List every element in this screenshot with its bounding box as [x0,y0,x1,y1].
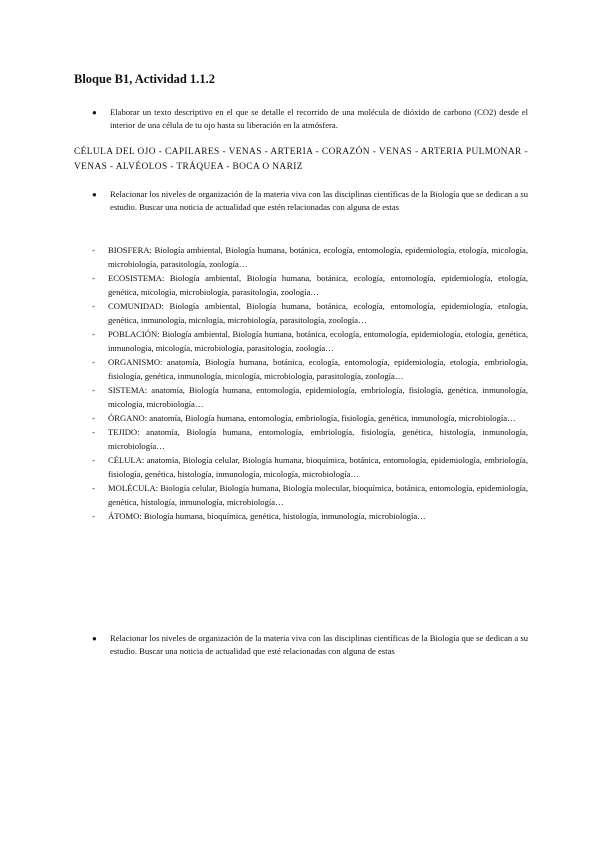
dash-icon: - [92,427,95,437]
dash-icon: - [92,301,95,311]
bullet-text: Relacionar los niveles de organización de la materia viva con las disciplinas científicas de la Biología que se dedican a su estudio. Buscar una noticia de actualidad que esté relacionadas con alguna de estas [110,633,528,656]
bullet-icon: ● [92,190,97,199]
dash-icon: - [92,245,95,255]
dash-icon: - [92,273,95,283]
dash-icon: - [92,357,95,367]
list-item-text: COMUNIDAD: Biología ambiental, Biología humana, botánica, ecología, entomología, epidemiología, etología, genética, inmunología, micología, microbiología, parasitología, zoología… [108,301,528,325]
bullet-text: Relacionar los niveles de organización de la materia viva con las disciplinas científicas de la Biología que se dedican a su estudio. Buscar una noticia de actualidad que estén relacionadas con alguna de estas [110,189,528,212]
list-item-text: TEJIDO: anatomía, Biología humana, entomología, embriología, fisiología, genética, histología, inmunología, microbiología… [108,427,528,451]
list-item-comunidad [92,299,528,327]
list-item-celula [92,453,528,481]
dash-icon: - [92,385,95,395]
list-item-sistema [92,383,528,411]
list-item-biosfera [92,243,528,271]
bullet-item-co2-task [92,106,528,132]
list-item-text: POBLACIÓN: Biología ambiental, Biología humana, botánica, ecología, entomología, epidemiología, etología, genética, inmunología, micología, microbiología, parasitología, zoología… [108,329,528,353]
list-item-poblacion [92,327,528,355]
dash-icon: - [92,329,95,339]
co2-path-text: CÉLULA DEL OJO - CAPILARES - VENAS - ARTERIA - CORAZÓN - VENAS - ARTERIA PULMONAR - VENAS - ALVÉOLOS - TRÁQUEA - BOCA O NARIZ [74,147,528,172]
list-item-atomo [92,509,528,523]
list-item-tejido [92,425,528,453]
list-item-molecula [92,481,528,509]
list-item-text: MOLÉCULA: Biología celular, Biología humana, Biología molecular, bioquímica, botánica, entomología, epidemiología, genética, histología, inmunología, microbiología… [108,483,528,507]
organization-levels-list [92,243,528,523]
list-item-organismo [92,355,528,383]
dash-icon: - [92,483,95,493]
dash-icon: - [92,413,95,423]
bullet-text: Elaborar un texto descriptivo en el que se detalle el recorrido de una molécula de dióxido de carbono (CO2) desde el interior de una célula de tu ojo hasta su liberación en la atmósfera. [110,107,528,130]
list-item-organo [92,411,528,425]
list-item-text: SISTEMA: anatomía, Biología humana, entomología, epidemiología, embriología, fisiología, genética, inmunología, micología, microbiología… [108,385,528,409]
bullet-item-levels-task [92,188,528,214]
list-item-text: ECOSISTEMA: Biología ambiental, Biología humana, botánica, ecología, entomología, epidemiología, etología, genética, micología, microbiología, parasitología, zoología… [108,273,528,297]
list-item-text: ORGANISMO: anatomía, Biología humana, botánica, ecología, entomología, epidemiología, etología, embriología, fisiología, genética, inmunología, micología, microbiología, parasitología, zoología… [108,357,528,381]
bullet-icon: ● [92,108,97,117]
bullet-icon: ● [92,634,97,643]
list-item-ecosistema [92,271,528,299]
dash-icon: - [92,511,95,521]
list-item-text: ÁTOMO: Biología humana, bioquímica, genética, histología, inmunología, microbiología… [108,511,426,521]
activity-heading: Bloque B1, Actividad 1.1.2 [74,72,215,86]
list-item-text: ÓRGANO: anatomía, Biología humana, entomología, embriología, fisiología, genética, inmunología, microbiología… [108,413,516,423]
bullet-item-levels-task-repeat [92,632,528,658]
list-item-text: BIOSFERA: Biología ambiental, Biología humana, botánica, ecología, entomología, epidemiología, etología, micología, microbiología, parasitología, zoología… [108,245,528,269]
list-item-text: CÉLULA: anatomía, Biología celular, Biología humana, bioquímica, botánica, entomología, epidemiología, embriología, fisiología, genética, histología, inmunología, micología, microbiología… [108,455,528,479]
dash-icon: - [92,455,95,465]
